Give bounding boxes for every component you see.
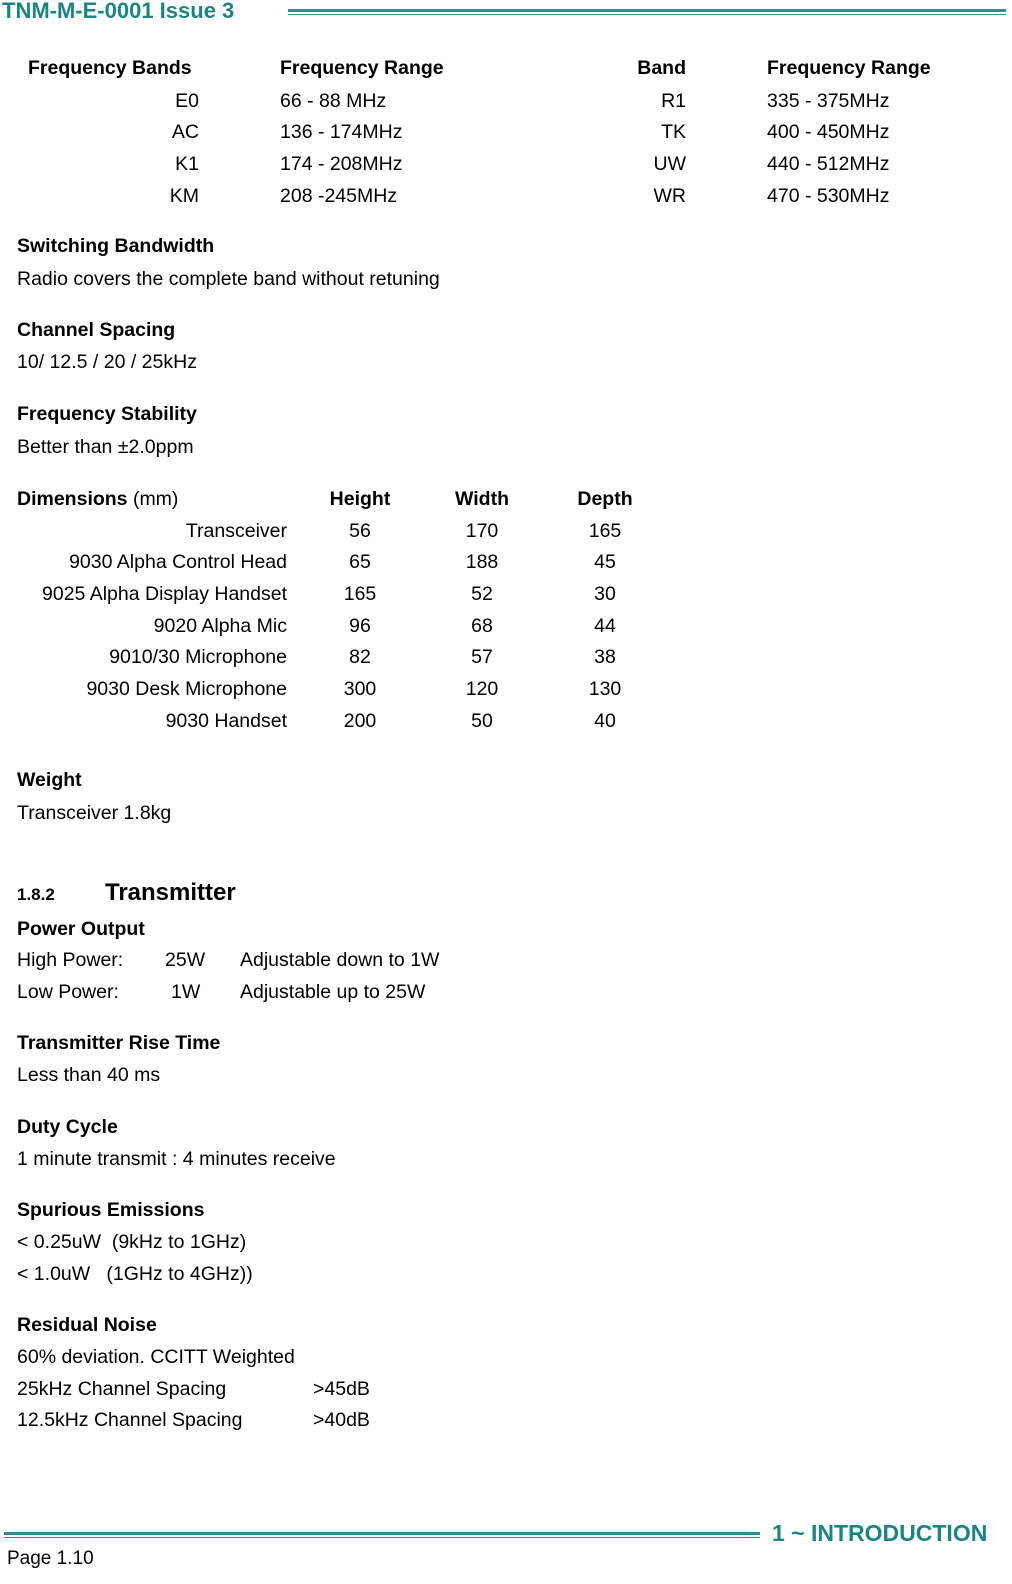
freq-header-band: Band	[637, 57, 686, 79]
power-value: 25W	[165, 949, 206, 971]
power-value: 1W	[171, 981, 201, 1003]
residual-value: >40dB	[313, 1409, 370, 1431]
dim-depth: 165	[588, 520, 622, 542]
dim-width: 120	[465, 678, 499, 700]
freq-range: 440 - 512MHz	[767, 153, 890, 175]
dim-width: 57	[471, 646, 493, 668]
power-note: Adjustable up to 25W	[240, 981, 426, 1003]
rise-title: Transmitter Rise Time	[17, 1032, 221, 1054]
spurious-title: Spurious Emissions	[17, 1199, 205, 1221]
residual-text: 60% deviation. CCITT Weighted	[17, 1346, 295, 1368]
freq-header-range: Frequency Range	[280, 57, 444, 79]
dim-depth: 45	[594, 551, 616, 573]
dim-item-name: 9020 Alpha Mic	[153, 615, 287, 637]
freq-band: K1	[175, 153, 199, 175]
dimensions-unit: (mm)	[127, 488, 179, 510]
switching-title: Switching Bandwidth	[17, 235, 215, 257]
power-label: Low Power:	[17, 981, 119, 1003]
freq-band: KM	[169, 185, 199, 207]
freq-header-range2: Frequency Range	[767, 57, 931, 79]
duty-text: 1 minute transmit : 4 minutes receive	[17, 1148, 336, 1170]
dim-item-name: 9030 Handset	[165, 710, 287, 732]
freq-range: 136 - 174MHz	[280, 121, 403, 143]
footer-section-title: 1 ~ INTRODUCTION	[772, 1520, 988, 1546]
freq-band: WR	[653, 185, 686, 207]
freq-header-bands: Frequency Bands	[28, 57, 192, 79]
freq-range: 470 - 530MHz	[767, 185, 890, 207]
freq-band: UW	[653, 153, 686, 175]
spurious-line: < 1.0uW (1GHz to 4GHz))	[17, 1263, 253, 1285]
spacing-text: 10/ 12.5 / 20 / 25kHz	[17, 351, 197, 373]
dim-height: 300	[343, 678, 377, 700]
header-rule	[288, 9, 1006, 15]
dim-width: 50	[471, 710, 493, 732]
residual-label: 25kHz Channel Spacing	[17, 1378, 227, 1400]
freq-range: 400 - 450MHz	[767, 121, 890, 143]
dim-width: 52	[471, 583, 493, 605]
dim-height: 65	[349, 551, 371, 573]
dim-width: 68	[471, 615, 493, 637]
dim-depth: 130	[588, 678, 622, 700]
dim-height: 82	[349, 646, 371, 668]
freq-band: R1	[661, 90, 686, 112]
dim-item-name: 9030 Desk Microphone	[86, 678, 287, 700]
residual-label: 12.5kHz Channel Spacing	[17, 1409, 243, 1431]
dim-height: 200	[343, 710, 377, 732]
freq-range: 174 - 208MHz	[280, 153, 403, 175]
dim-item-name: 9025 Alpha Display Handset	[42, 583, 287, 605]
dim-item-name: Transceiver	[185, 520, 287, 542]
freq-band: AC	[171, 121, 199, 143]
dim-height: 56	[349, 520, 371, 542]
power-title: Power Output	[17, 918, 145, 940]
residual-title: Residual Noise	[17, 1314, 157, 1336]
dim-item-name: 9010/30 Microphone	[109, 646, 287, 668]
dim-width: 170	[465, 520, 499, 542]
dimensions-title: Dimensions	[17, 488, 128, 510]
dim-header-height: Height	[329, 488, 391, 510]
dim-depth: 30	[594, 583, 616, 605]
dim-height: 96	[349, 615, 371, 637]
switching-text: Radio covers the complete band without retuning	[17, 268, 440, 290]
stability-title: Frequency Stability	[17, 403, 197, 425]
spacing-title: Channel Spacing	[17, 319, 176, 341]
power-label: High Power:	[17, 949, 124, 971]
freq-range: 335 - 375MHz	[767, 90, 890, 112]
rise-text: Less than 40 ms	[17, 1064, 161, 1086]
page-number: Page 1.10	[7, 1548, 94, 1569]
power-note: Adjustable down to 1W	[240, 949, 440, 971]
section-title: Transmitter	[105, 879, 236, 906]
dim-depth: 38	[594, 646, 616, 668]
dim-item-name: 9030 Alpha Control Head	[69, 551, 287, 573]
dim-header-width: Width	[455, 488, 509, 510]
duty-title: Duty Cycle	[17, 1116, 118, 1138]
dim-depth: 44	[594, 615, 616, 637]
freq-range: 208 -245MHz	[280, 185, 398, 207]
section-number: 1.8.2	[17, 885, 55, 904]
weight-title: Weight	[17, 769, 82, 791]
dim-width: 188	[465, 551, 499, 573]
residual-value: >45dB	[313, 1378, 370, 1400]
dimensions-heading	[17, 488, 178, 511]
freq-band: E0	[175, 90, 199, 112]
dim-depth: 40	[594, 710, 616, 732]
dim-height: 165	[343, 583, 377, 605]
stability-text: Better than ±2.0ppm	[17, 436, 194, 458]
freq-range: 66 - 88 MHz	[280, 90, 387, 112]
footer-rule	[4, 1532, 760, 1538]
document-id: TNM-M-E-0001 Issue 3	[2, 0, 235, 23]
weight-text: Transceiver 1.8kg	[17, 802, 172, 824]
spurious-line: < 0.25uW (9kHz to 1GHz)	[17, 1231, 247, 1253]
dim-header-depth: Depth	[577, 488, 633, 510]
freq-band: TK	[661, 121, 686, 143]
